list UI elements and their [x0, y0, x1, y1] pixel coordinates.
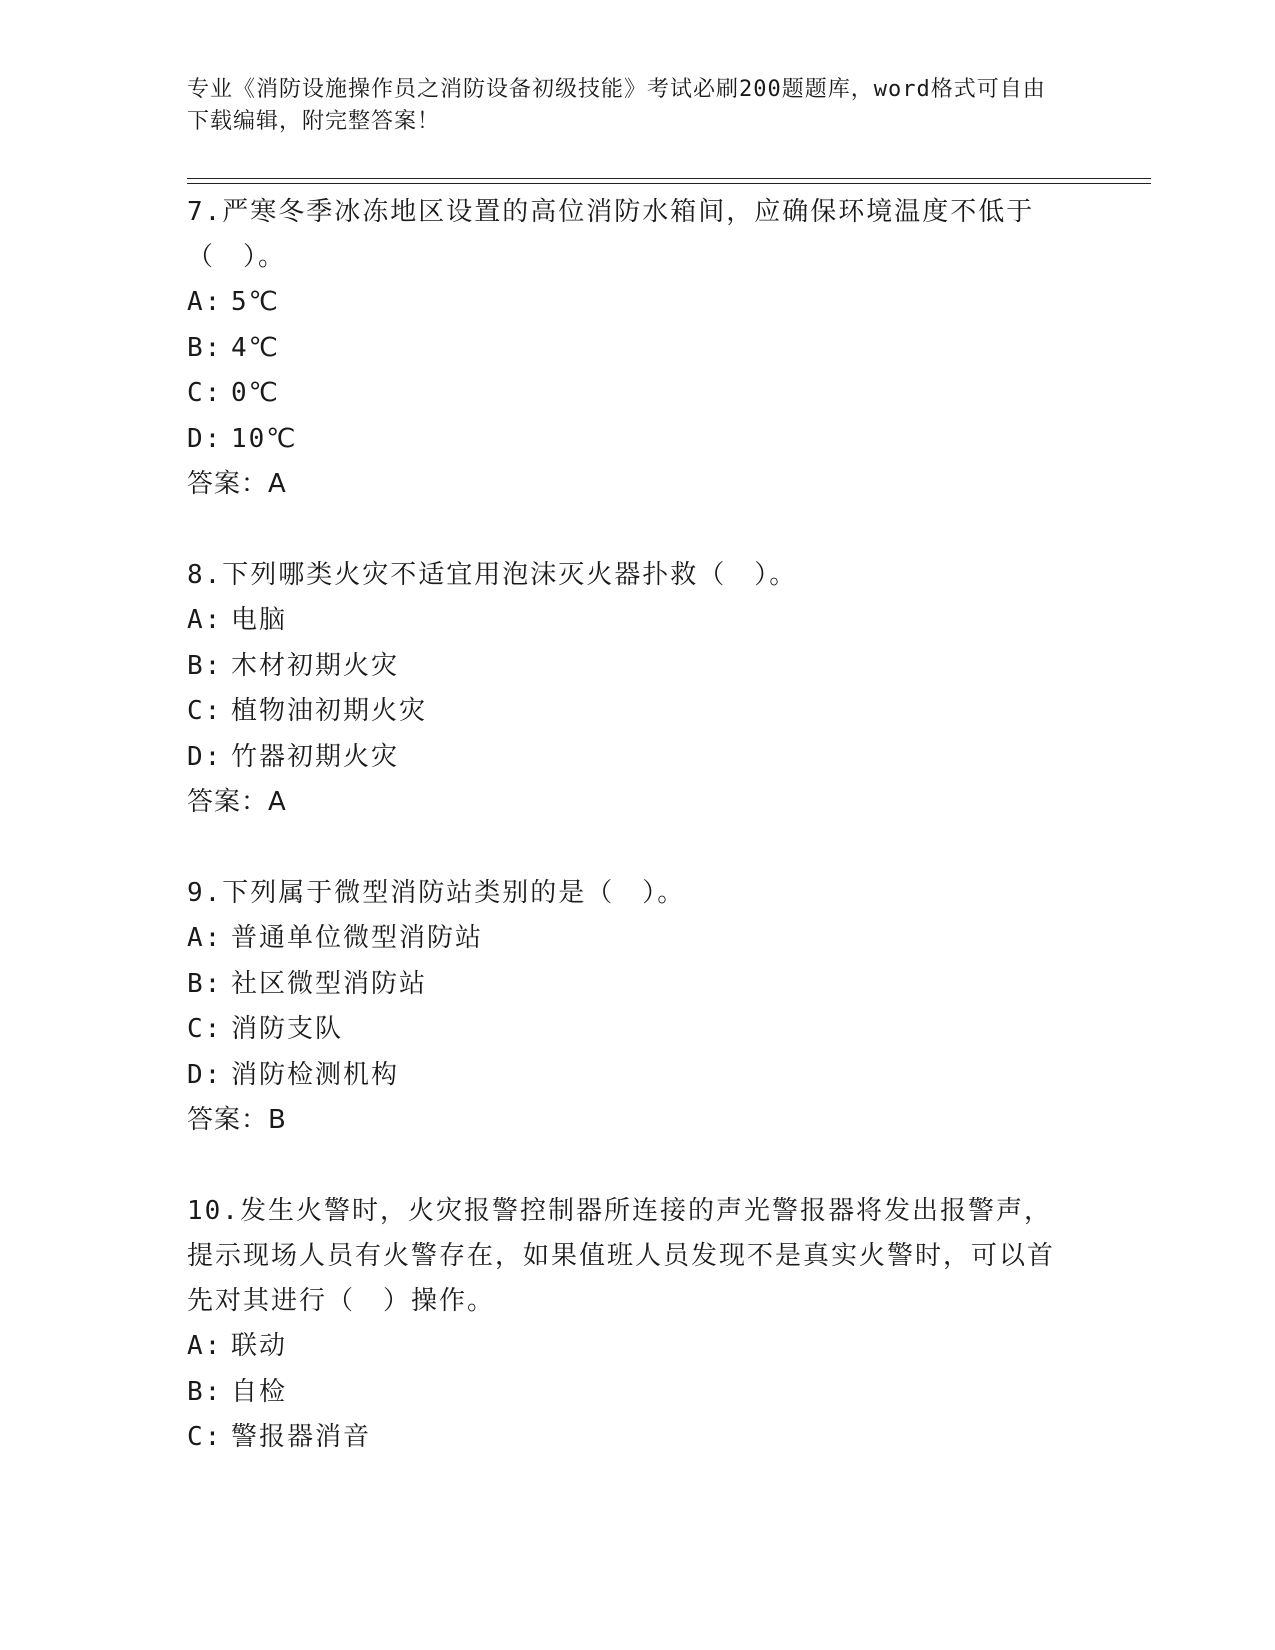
option-key: C: — [187, 378, 223, 408]
option-key: C: — [187, 696, 223, 726]
option-key: C: — [187, 1422, 223, 1452]
question-text: 7.严寒冬季冰冻地区设置的高位消防水箱间，应确保环境温度不低于（ ）。 — [187, 197, 1035, 272]
question-text: 9.下列属于微型消防站类别的是（ ）。 — [187, 878, 686, 908]
option-key: A: — [187, 605, 223, 635]
option-key: C: — [187, 1014, 223, 1044]
question-item — [187, 1189, 1067, 1461]
option-c — [187, 689, 1067, 735]
answer-line: 答案：B — [187, 1105, 287, 1135]
option-text: 植物油初期火灾 — [231, 696, 428, 726]
option-a — [187, 1324, 1067, 1370]
option-text: 4℃ — [231, 332, 280, 363]
option-d — [187, 735, 1067, 781]
answer-line: 答案：A — [187, 787, 287, 817]
option-key: A: — [187, 923, 223, 953]
header-divider-bottom — [187, 183, 1151, 184]
option-b — [187, 1370, 1067, 1416]
option-text: 木材初期火灾 — [231, 650, 400, 681]
question-text: 10.发生火警时，火灾报警控制器所连接的声光警报器将发出报警声，提示现场人员有火警存在，如果值班人员发现不是真实火警时，可以首先对其进行（ ）操作。 — [187, 1196, 1056, 1316]
question-item — [187, 553, 1067, 825]
question-text: 8.下列哪类火灾不适宜用泡沫灭火器扑救（ ）。 — [187, 560, 798, 590]
option-key: D: — [187, 1059, 223, 1090]
document-header — [187, 74, 1067, 138]
option-b — [187, 962, 1067, 1008]
option-text: 竹器初期火灾 — [231, 741, 400, 772]
answer-line: 答案：A — [187, 469, 287, 499]
option-key: B: — [187, 968, 223, 999]
option-text: 电脑 — [231, 605, 288, 635]
option-c — [187, 1415, 1067, 1461]
option-key: D: — [187, 423, 223, 454]
option-c — [187, 1007, 1067, 1053]
question-item — [187, 190, 1067, 507]
option-d — [187, 417, 1067, 463]
option-a — [187, 280, 1067, 326]
option-text: 普通单位微型消防站 — [231, 923, 484, 953]
option-text: 5℃ — [231, 287, 280, 317]
option-a — [187, 598, 1067, 644]
question-list — [187, 190, 1067, 1507]
option-text: 社区微型消防站 — [231, 968, 428, 999]
option-text: 0℃ — [231, 378, 280, 408]
option-b — [187, 644, 1067, 690]
option-text: 10℃ — [231, 423, 298, 454]
option-key: A: — [187, 1331, 223, 1361]
header-text: 专业《消防设施操作员之消防设备初级技能》考试必刷200题题库，word格式可自由下载编辑，附完整答案！ — [187, 77, 1046, 134]
option-key: D: — [187, 741, 223, 772]
option-b — [187, 326, 1067, 372]
option-a — [187, 916, 1067, 962]
option-text: 消防支队 — [231, 1014, 344, 1044]
option-text: 消防检测机构 — [231, 1059, 400, 1090]
option-text: 警报器消音 — [231, 1422, 372, 1452]
header-divider-top — [187, 178, 1151, 179]
option-key: B: — [187, 1376, 223, 1407]
option-d — [187, 1053, 1067, 1099]
option-key: B: — [187, 650, 223, 681]
option-key: A: — [187, 287, 223, 317]
option-c — [187, 371, 1067, 417]
option-text: 联动 — [231, 1331, 288, 1361]
option-text: 自检 — [231, 1376, 288, 1407]
option-key: B: — [187, 332, 223, 363]
question-item — [187, 871, 1067, 1143]
